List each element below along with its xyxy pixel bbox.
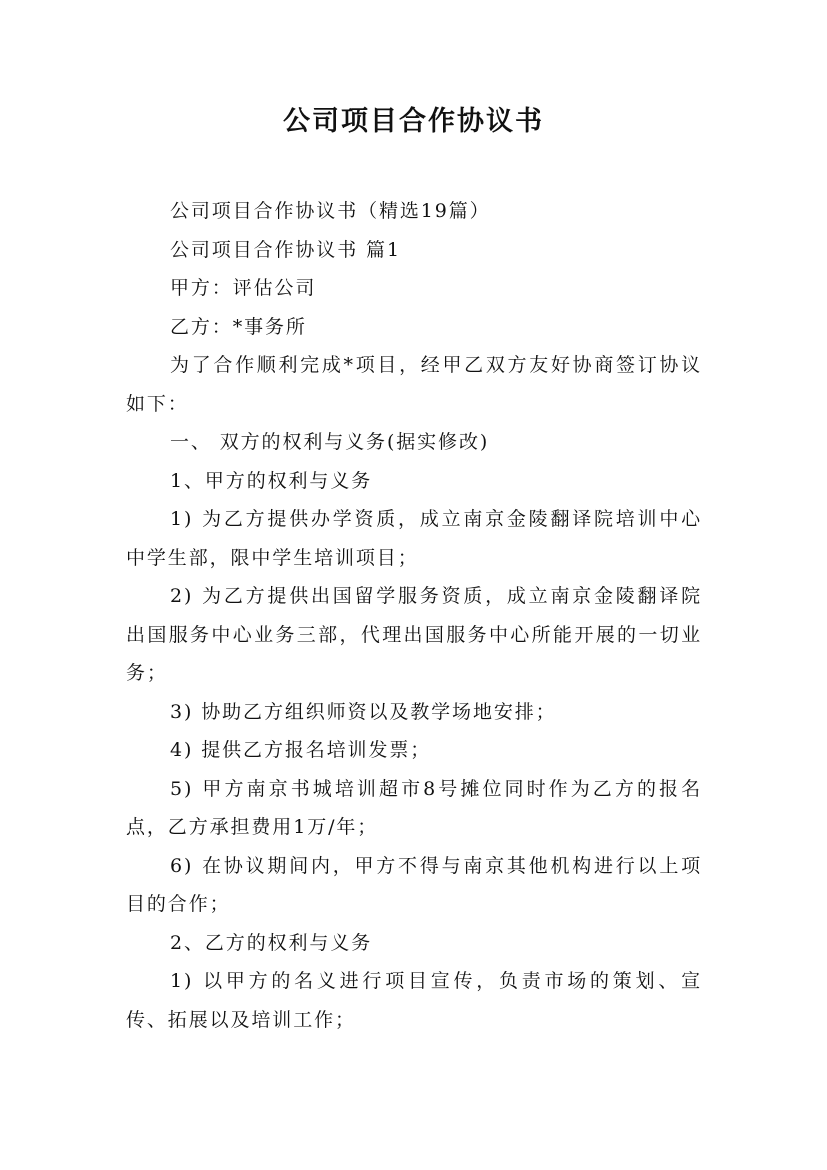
paragraph-section-heading: 公司项目合作协议书 篇1 <box>170 238 401 261</box>
paragraph-clause-heading: 一、 双方的权利与义务(据实修改) <box>170 431 490 453</box>
paragraph-item: 3) 协助乙方组织师资以及教学场地安排； <box>170 700 557 723</box>
paragraph-party-a: 甲方：评估公司 <box>170 277 317 299</box>
document-body <box>126 192 702 1039</box>
paragraph-item: 6) 在协议期间内，甲方不得与南京其他机构进行以上项目的合作； <box>126 854 702 915</box>
paragraph-item: 5) 甲方南京书城培训超市8号摊位同时作为乙方的报名点，乙方承担费用1万/年； <box>126 777 702 838</box>
paragraph-item: 2) 为乙方提供出国留学服务资质，成立南京金陵翻译院出国服务中心业务三部，代理出国服务中心所能开展的一切业务； <box>126 585 702 684</box>
paragraph-party-b-heading: 2、乙方的权利与义务 <box>170 931 373 954</box>
paragraph-party-a-heading: 1、甲方的权利与义务 <box>170 469 373 492</box>
paragraph-intro: 为了合作顺利完成*项目，经甲乙双方友好协商签订协议如下： <box>126 354 702 415</box>
paragraph-party-b: 乙方：*事务所 <box>170 315 307 338</box>
document-title: 公司项目合作协议书 <box>283 106 544 137</box>
paragraph-subtitle: 公司项目合作协议书（精选19篇） <box>170 200 491 222</box>
paragraph-item: 4) 提供乙方报名培训发票； <box>170 739 432 761</box>
paragraph-item: 1) 为乙方提供办学资质，成立南京金陵翻译院培训中心中学生部，限中学生培训项目； <box>126 508 702 569</box>
paragraph-item: 1) 以甲方的名义进行项目宣传，负责市场的策划、宣传、拓展以及培训工作； <box>126 970 702 1031</box>
